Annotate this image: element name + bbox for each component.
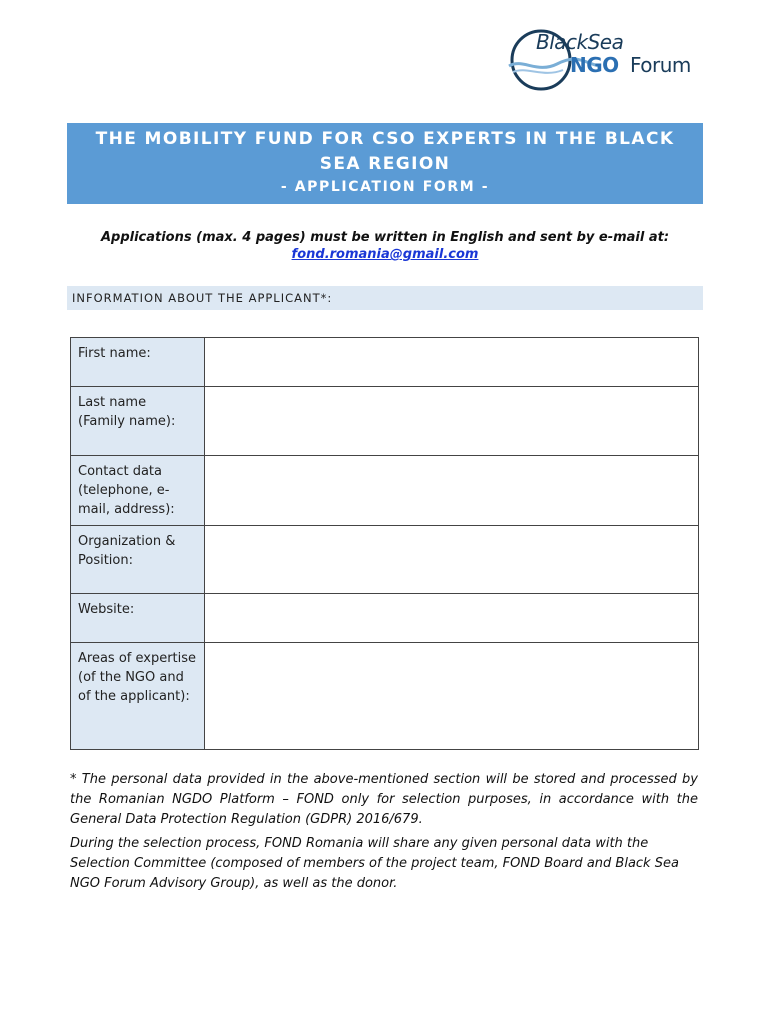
data-sharing-note: During the selection process, FOND Romania will share any given personal data with the Selection Committee (composed of members of the project team, FOND Board and Black Sea NGO Forum Advisory Group), as well as the donor. [70,836,679,891]
table-row [71,387,699,456]
applicant-form-table [70,337,699,750]
submission-instructions [70,229,700,263]
section-heading: INFORMATION ABOUT THE APPLICANT*: [67,286,703,310]
logo-ngo-text: NGO [570,53,619,77]
logo-forum-text: Forum [630,53,691,77]
gdpr-note: * The personal data provided in the above-mentioned section will be stored and processed by the Romanian NGDO Platform – FOND only for selection purposes, in accordance with the General Data Protection Regulation (GDPR) 2016/679. [70,772,698,827]
table-row [71,526,699,594]
logo-blacksea-text: BlackSea [536,30,624,54]
field-label-first-name: First name: [71,338,205,387]
black-sea-ngo-forum-logo [503,22,703,94]
field-label-last-name: Last name (Family name): [71,387,205,456]
email-link[interactable]: fond.romania@gmail.com [291,247,479,262]
title-banner [67,123,703,204]
last-name-field[interactable] [205,387,699,456]
organization-field[interactable] [205,526,699,594]
instructions-text: Applications (max. 4 pages) must be written in English and sent by e-mail at: [100,230,670,245]
table-row [71,338,699,387]
table-row [71,456,699,526]
page-title: THE MOBILITY FUND FOR CSO EXPERTS IN THE BLACK SEA REGION [95,129,675,174]
table-row [71,643,699,750]
table-row [71,594,699,643]
first-name-field[interactable] [205,338,699,387]
website-field[interactable] [205,594,699,643]
areas-of-expertise-field[interactable] [205,643,699,750]
contact-data-field[interactable] [205,456,699,526]
field-label-contact-data: Contact data (telephone, e-mail, address): [71,456,205,526]
page-subtitle: - APPLICATION FORM - [280,179,490,195]
field-label-organization: Organization & Position: [71,526,205,594]
field-label-website: Website: [71,594,205,643]
field-label-areas-of-expertise: Areas of expertise (of the NGO and of the applicant): [71,643,205,750]
